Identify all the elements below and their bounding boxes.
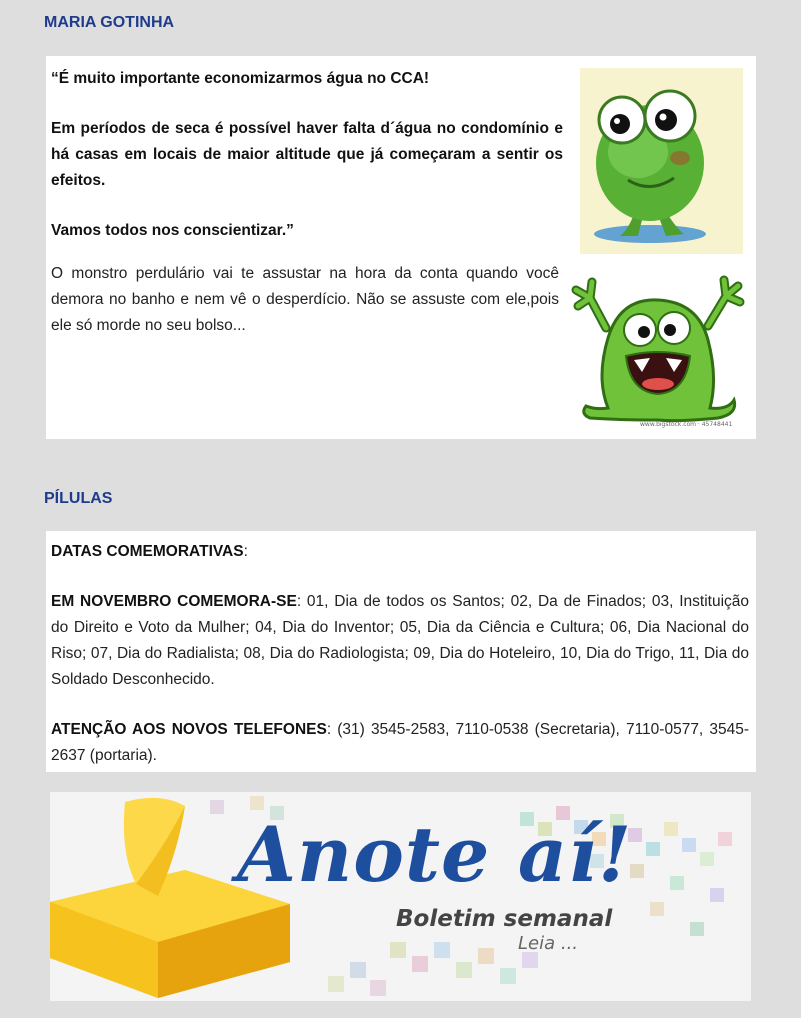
- banner-tagline: Leia ...: [518, 933, 579, 954]
- pilulas-box: [46, 531, 756, 772]
- maria-gotinha-box: [46, 56, 756, 439]
- novembro-label: EM NOVEMBRO COMEMORA-SE: [51, 593, 297, 610]
- monster-cartoon-image: [568, 268, 746, 432]
- telefones-text: : (31) 3545-2583, 7110-0538 (Secretaria), 7110-0577, 3545-2637 (portaria).: [51, 721, 749, 764]
- datas-suffix: :: [243, 543, 248, 560]
- anote-ai-banner: [50, 792, 751, 1001]
- novembro-paragraph: [51, 589, 749, 693]
- telefones-label: ATENÇÃO AOS NOVOS TELEFONES: [51, 721, 327, 738]
- datas-label: DATAS COMEMORATIVAS: [51, 543, 244, 560]
- pilulas-content: [51, 539, 749, 793]
- quote-line-1: “É muito importante economizarmos água no CCA!: [51, 70, 430, 87]
- quote-block: [51, 66, 563, 268]
- quote-line-3: Vamos todos nos conscientizar.”: [51, 222, 294, 239]
- banner-title: Anote aí!: [237, 810, 633, 899]
- monster-watermark: www.bigstock.com · 45748441: [640, 421, 733, 428]
- quote-line-2: Em períodos de seca é possível haver falta d´água no condomínio e há casas em locais de maior altitude que já começaram a sentir os efeitos.: [51, 120, 563, 189]
- frog-mascot-image: [580, 68, 743, 254]
- section-title-maria-gotinha: MARIA GOTINHA: [44, 14, 175, 31]
- datas-paragraph: [51, 539, 749, 565]
- monster-paragraph: O monstro perdulário vai te assustar na hora da conta quando você demora no banho e nem vê o desperdício. Não se assuste com ele,pois ele só morde no seu bolso...: [51, 265, 559, 334]
- novembro-text: : 01, Dia de todos os Santos; 02, Da de Finados; 03, Instituição do Direito e Voto da Mulher; 04, Dia do Inventor; 05, Dia da Ciência e Cultura; 06, Dia Nacional do Riso; 07, Dia do Radialista; 08, Dia do Radiologista; 09, Dia do Hoteleiro, 10, Dia do Trigo, 11, Dia do Soldado Desconhecido.: [51, 593, 749, 688]
- banner-subtitle: Boletim semanal: [396, 906, 613, 932]
- telefones-paragraph: [51, 717, 749, 769]
- section-title-pilulas: PÍLULAS: [44, 490, 113, 507]
